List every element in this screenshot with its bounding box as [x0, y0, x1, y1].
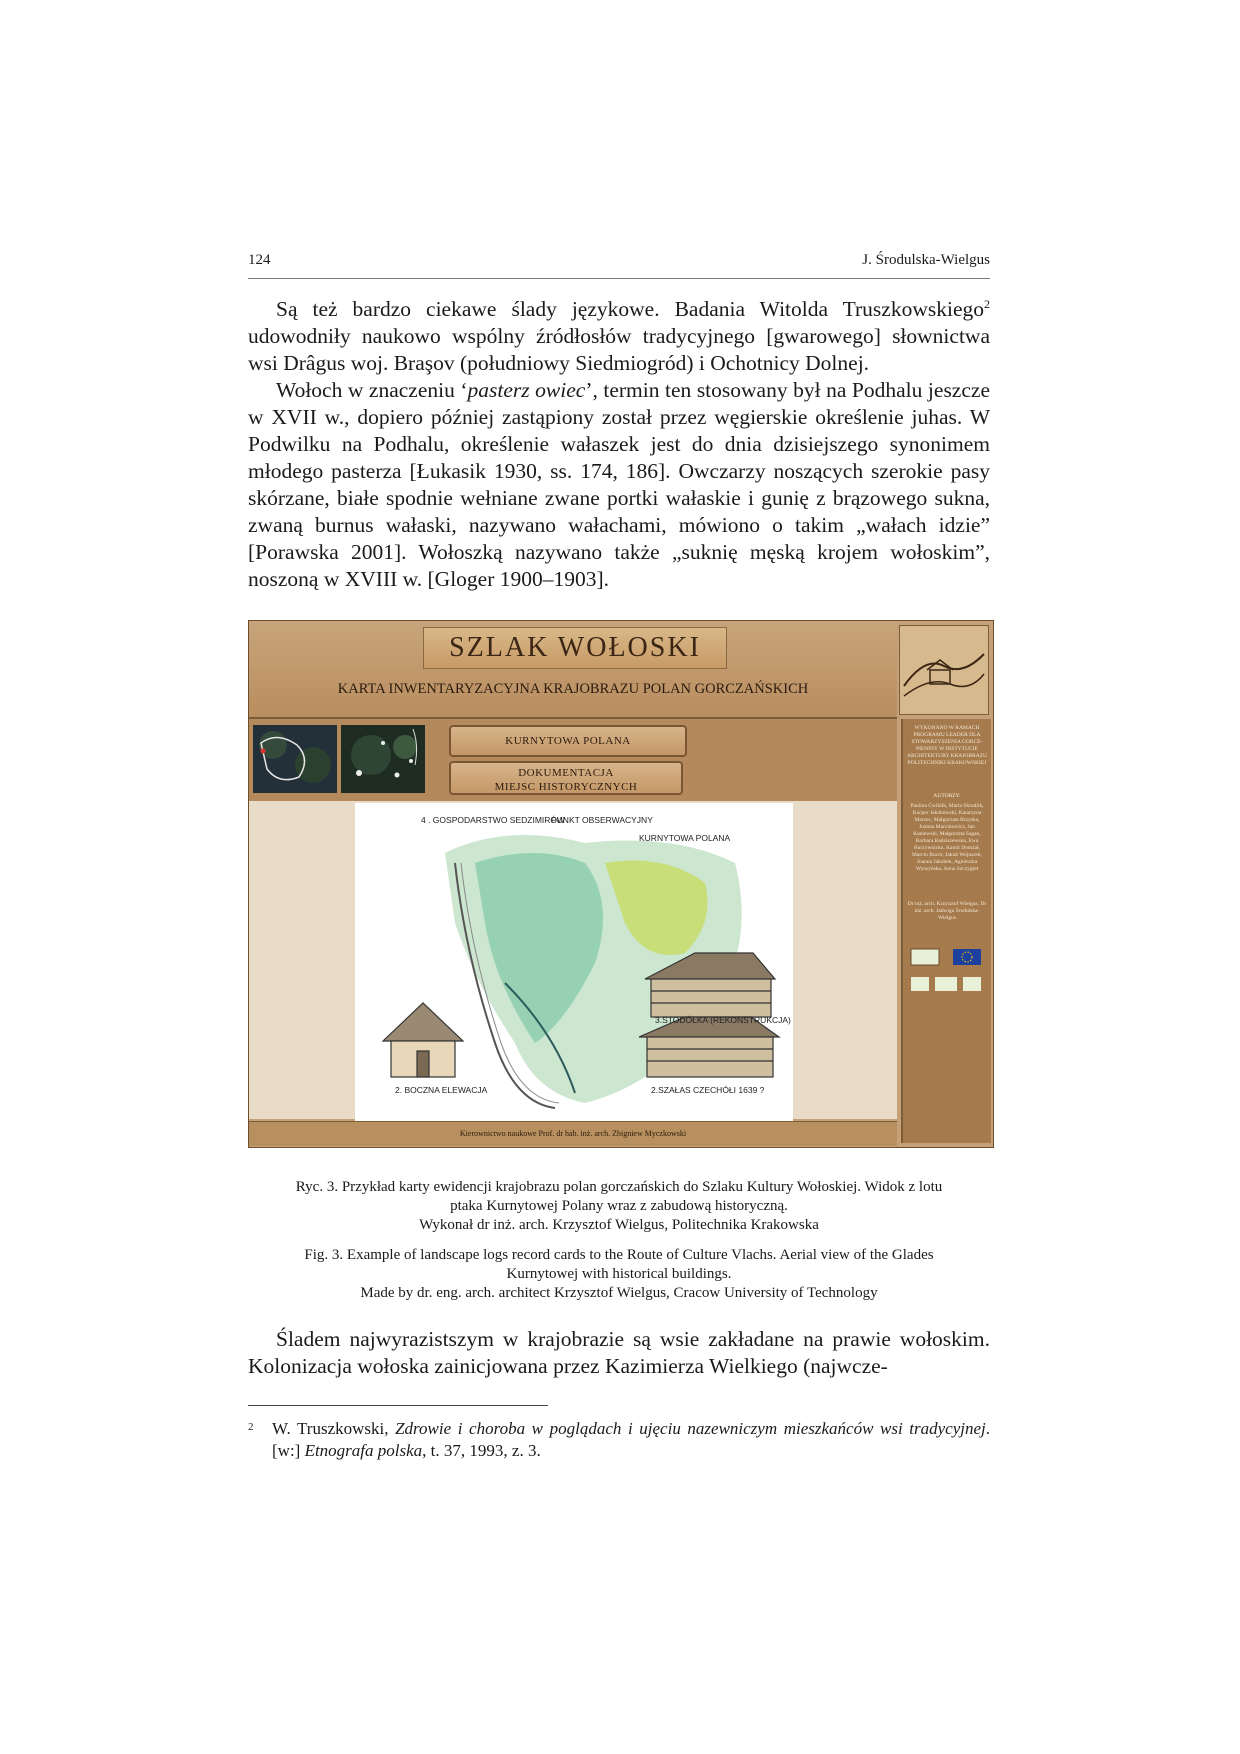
paragraph: Są też bardzo ciekawe ślady językowe. Badania Witolda Truszkowskiego$^2$ udowodniły naukowo wspólny źródłosłów tradycyjnego [gwarowego] słownictwa wsi Drâgus woj. Braşov (południowy Siedmiogród) i Ochotnicy Dolnej.: [248, 296, 990, 375]
caption-polish: Ryc. 3. Przykład karty ewidencji krajobrazu polan gorczańskich do Szlaku Kultury Wołoskiej. Widok z lotu ptaka Kurnytowej Polany wraz z zabudową historyczną. Wykonał dr inż. arch. Krzysztof Wielgus, Politechnika Krakowska: [295, 1179, 943, 1233]
aerial-photo: [253, 725, 337, 793]
drawing-label: KURNYTOWA POLANA: [639, 833, 731, 843]
running-head: J. Środulska-Wielgus: [862, 252, 990, 268]
drawing-label: 2. BOCZNA ELEWACJA: [395, 1085, 488, 1095]
drawing-label: 3.STODÓŁKA (REKONSTRUKCJA): [655, 1015, 791, 1025]
figure-sidebar: [901, 719, 991, 1143]
footnote: [248, 1418, 990, 1462]
footnote-text: W. Truszkowski, Zdrowie i choroba w poglądach i ujęciu nazewniczym mieszkańców wsi tradycyjnej. [w:] Etnografa polska, t. 37, 1993, z. 3.: [272, 1419, 990, 1460]
sidebar-supervisors: Dr inż. arch. Krzysztof Wielgus, Dr inż. arch. Jadwiga Środulska-Wielgus: [907, 901, 987, 921]
page-header: [248, 250, 990, 279]
aerial-photo: [341, 725, 425, 793]
body-text-top: [248, 296, 990, 593]
documentation-button[interactable]: DOKUMENTACJA MIEJSC HISTORYCZNYCH: [449, 761, 683, 795]
drawing-label: 4 . GOSPODARSTWO SEDZIMIRÓW: [421, 815, 566, 825]
drawing-label: 2.SZAŁAS CZECHÓŁI 1639 ?: [651, 1085, 765, 1095]
figure-card: [248, 620, 994, 1148]
sidebar-authors: Paulina Ćwiklik, Marta Skrudlik, Kacper Jakubowski, Katarzyna Marzec, Małgorzata Brzyska, Joanna Marcinowicz, Jan Kaniewski, Małgorzata Sagan, Barbara Radziszewska, Ewa Burzywnicka, Kamil Domżał, Marcin Bucór, Jakub Wojnarek, Joanna Jakubek, Agnieszka Wyszyńska, Anna Szczygieł: [910, 803, 984, 872]
sidebar-program-info: WYKONANO W RAMACH PROGRAMU LEADER DLA STOWARZYSZENIA GORCE-PIENINY W INSTYTUCIE ARCHITEKTURY KRAJOBRAZU POLITECHNIKI KRAKOWSKIEJ: [907, 725, 988, 766]
paragraph: Wołoch w znaczeniu ‘pasterz owiec’, termin ten stosowany był na Podhalu jeszcze w XVII w., dopiero później zastąpiony został przez węgierskie określenie juhas. W Podwilku na Podhalu, określenie wałaszek jest do dnia dzisiejszego synonimem młodego pasterza [Łukasik 1930, ss. 174, 186]. Owczarzy noszących szerokie pasy skórzane, białe spodnie wełniane zwane portki wałaskie i gunię z brązowego sukna, zwaną burnus wałaski, nazywano wałachami, mówiono o takim „wałach idzie” [Porawska 2001]. Wołoszką nazywano także „suknię męską krojem wołoskim”, noszoną w XVIII w. [Gloger 1900–1903].: [248, 378, 990, 591]
figure-footer: Kierownictwo naukowe Prof. dr hab. inż. arch. Zbigniew Myczkowski: [249, 1121, 897, 1146]
footnote-separator: [248, 1405, 548, 1406]
sidebar-authors-heading: AUTORZY:: [933, 793, 961, 799]
kurnytowa-polana-button[interactable]: KURNYTOWA POLANA: [449, 725, 687, 757]
figure-subtitle: KARTA INWENTARYZACYJNA KRAJOBRAZU POLAN GORCZAŃSKICH: [337, 681, 809, 697]
site-drawing: [355, 803, 793, 1121]
figure-title: SZLAK WOŁOSKI: [423, 627, 727, 669]
footnote-ref[interactable]: 2: [984, 296, 990, 311]
body-text-bottom: [248, 1326, 990, 1380]
figure-drawing-area: [249, 801, 897, 1119]
caption-english: Fig. 3. Example of landscape logs record cards to the Route of Culture Vlachs. Aerial view of the Glades Kurnytowej with historical buildings. Made by dr. eng. arch. architect Krzysztof Wielgus, Cracow University of Technology: [304, 1247, 934, 1301]
figure-header: [249, 621, 897, 719]
figure-panel-row: [249, 719, 897, 801]
drawing-label: PUNKT OBSERWACYJNY: [551, 815, 653, 825]
sponsor-logos: [909, 945, 985, 1001]
mountain-logo-icon: [899, 625, 989, 715]
page-number: 124: [248, 252, 271, 268]
footnote-mark: 2: [248, 1421, 254, 1433]
paragraph: Śladem najwyrazistszym w krajobrazie są wsie zakładane na prawie wołoskim. Kolonizacja wołoska zainicjowana przez Kazimierza Wielkiego (najwcze-: [248, 1327, 990, 1378]
